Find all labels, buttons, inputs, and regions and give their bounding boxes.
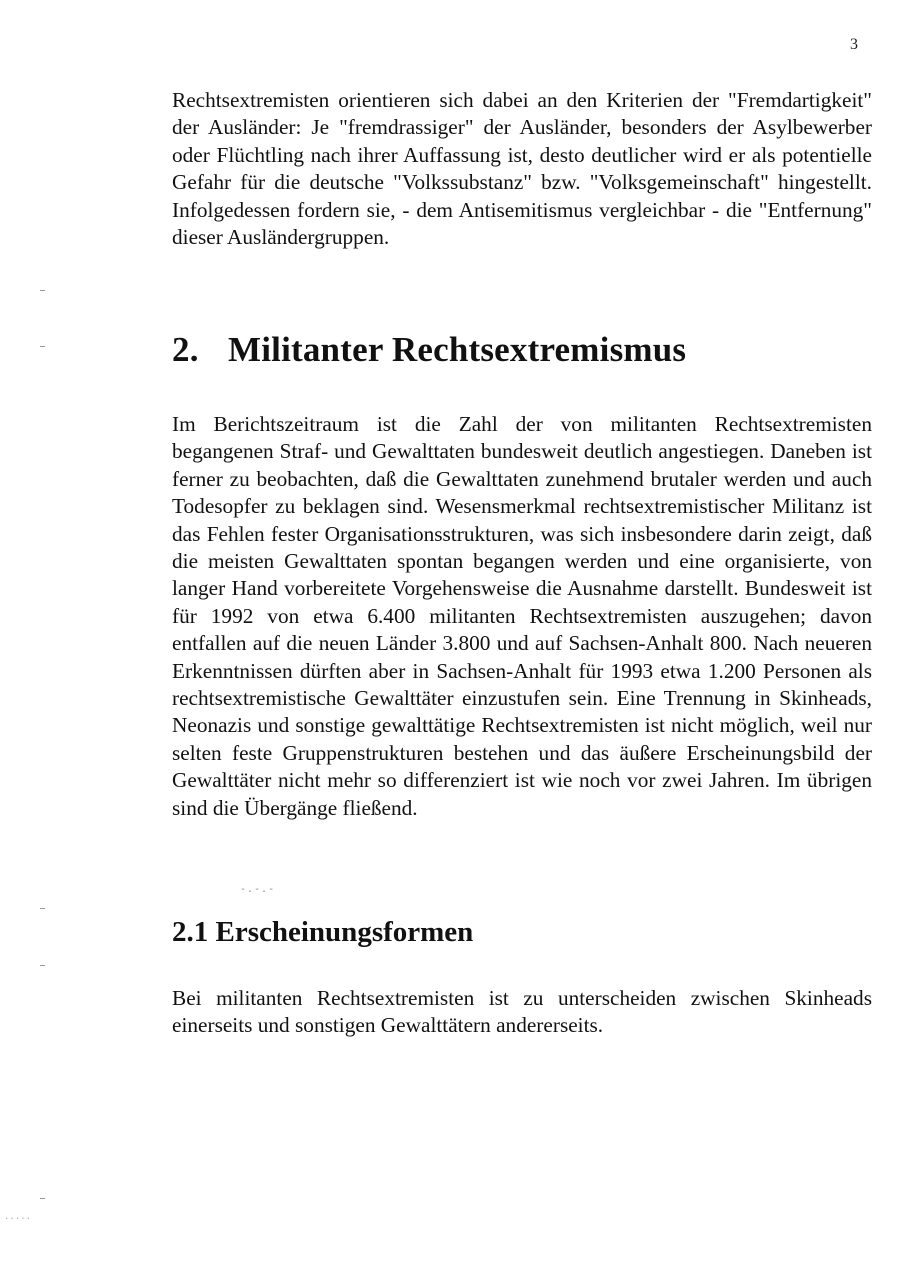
margin-mark (40, 290, 45, 291)
intro-paragraph: Rechtsextremisten orientieren sich dabei an den Kriterien der "Fremdartigkeit" der Ausländer: Je "fremdrassiger" der Ausländer, besonders der Asylbewerber oder Flüchtling nach ihrer Auffassung ist, desto deutlicher wird er als potentielle Gefahr für die deutsche "Volkssubstanz" bzw. "Volksgemeinschaft" hingestellt. Infolgedessen fordern sie, - dem Antisemitismus vergleichbar - die "Entfernung" dieser Ausländergruppen. (172, 88, 872, 250)
subsection-heading: 2.1 Erscheinungsformen (172, 916, 474, 948)
forms-paragraph: Bei militanten Rechtsextremisten ist zu unterscheiden zwischen Skinheads einerseits und sonstigen Gewalttätern andererseits. (172, 986, 872, 1038)
margin-mark (40, 346, 45, 347)
scan-smudge: -.-.- (240, 884, 276, 895)
margin-mark (40, 1198, 45, 1199)
scan-dots: ..... (4, 1212, 32, 1222)
page-number: 3 (850, 36, 858, 53)
margin-mark (40, 908, 45, 909)
section-heading (172, 326, 872, 374)
section-title: Militanter Rechtsextremismus (228, 330, 687, 369)
militant-paragraph: Im Berichtszeitraum ist die Zahl der von militanten Rechtsextremisten begangenen Straf- und Gewalttaten bundesweit deutlich angestiegen. Daneben ist ferner zu beobachten, daß die Gewalttaten zunehmend brutaler werden und auch Todesopfer zu beklagen sind. Wesensmerkmal rechtsextremistischer Militanz ist das Fehlen fester Organisationsstrukturen, was sich insbesondere darin zeigt, daß die meisten Gewalttaten spontan begangen werden und eine organisierte, von langer Hand vorbereitete Vorgehensweise die Ausnahme darstellt. Bundesweit ist für 1992 von etwa 6.400 militanten Rechtsextremisten auszugehen; davon entfallen auf die neuen Länder 3.800 und auf Sachsen-Anhalt 800. Nach neueren Erkenntnissen dürften aber in Sachsen-Anhalt für 1993 etwa 1.200 Personen als rechtsextremistische Gewalttäter einzustufen sein. Eine Trennung in Skinheads, Neonazis und sonstige gewalttätige Rechtsextremisten ist nicht möglich, weil nur selten feste Gruppenstrukturen bestehen und das äußere Erscheinungsbild der Gewalttäter nicht mehr so differenziert ist wie noch vor zwei Jahren. Im übrigen sind die Übergänge fließend. (172, 412, 872, 820)
section-number: 2. (172, 330, 199, 369)
margin-mark (40, 965, 45, 966)
